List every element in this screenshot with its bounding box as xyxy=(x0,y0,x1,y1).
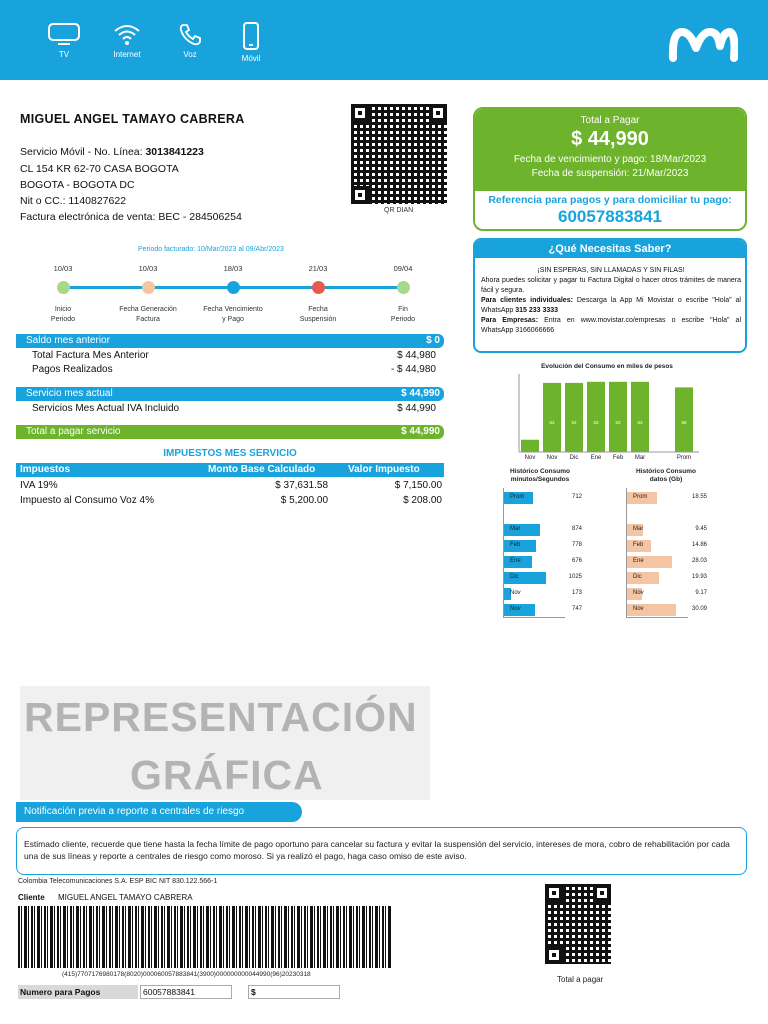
hist-label: Prom xyxy=(633,494,648,500)
chart-title: Evolución del Consumo en miles de pesos xyxy=(541,363,673,370)
impuesto-value: $ 208.00 xyxy=(403,495,442,506)
servicio-label: Servicio mes actual xyxy=(26,388,113,399)
total-anterior-value: $ 44,980 xyxy=(397,350,436,361)
hist-row xyxy=(627,604,747,616)
info-intro: Ahora puedes solicitar y pagar tu Factura Digital o hacer otros trámites de manera fácil y segura. xyxy=(481,277,741,294)
service-label: TV xyxy=(58,50,70,59)
timeline-dot xyxy=(227,281,240,294)
service-tv xyxy=(34,22,94,59)
timeline-date: 18/03 xyxy=(223,264,243,273)
timeline-label: Inicio Periodo xyxy=(50,306,76,323)
payment-number-label: Numero para Pagos xyxy=(18,985,138,999)
customer-id: Nit o CC.: 1140827622 xyxy=(20,195,127,207)
impuesto-base: $ 37,631.58 xyxy=(275,480,328,491)
saldo-value: $ 0 xyxy=(426,335,440,346)
pagos-value: - $ 44,980 xyxy=(390,364,436,375)
timeline-date: 10/03 xyxy=(53,264,73,273)
hist-label: Feb xyxy=(510,542,521,548)
total-anterior-row xyxy=(32,350,436,361)
impuestos-header xyxy=(16,463,444,477)
chart-tick-label: Feb xyxy=(612,455,624,460)
hist-label: Nov xyxy=(633,590,644,596)
hist-row xyxy=(627,492,747,504)
hist-label: Prom xyxy=(510,494,525,500)
total-title: Total a Pagar xyxy=(580,115,640,126)
billing-period: Periodo facturado: 10/Mar/2023 al 09/Abr/2023 xyxy=(138,246,284,253)
hist-value: 747 xyxy=(571,606,582,612)
hist-row xyxy=(504,588,624,600)
service-label: Voz xyxy=(183,50,197,59)
servicio-item-label: Servicios Mes Actual IVA Incluido xyxy=(32,403,180,414)
chart-bar xyxy=(543,383,561,452)
impuesto-value: $ 7,150.00 xyxy=(394,480,442,491)
chart-tick-label: Mar xyxy=(634,455,646,460)
hist-row xyxy=(627,524,747,536)
impuestos-col-3: Valor Impuesto xyxy=(348,464,420,475)
service-internet xyxy=(97,22,157,59)
line-info xyxy=(20,146,204,158)
chart-data-label: 63 xyxy=(615,420,621,425)
servicio-row xyxy=(16,387,444,401)
payment-ref-number: 60057883841 xyxy=(557,207,662,226)
chart-bar xyxy=(587,382,605,452)
chart-tick-label: Nov xyxy=(546,455,558,460)
impuesto-name: IVA 19% xyxy=(20,480,58,491)
mobile-icon xyxy=(241,22,261,50)
line-label: Servicio Móvil - No. Línea: xyxy=(20,146,143,158)
payment-qr-code xyxy=(545,884,611,964)
cliente-value: MIGUEL ANGEL TAMAYO CABRERA xyxy=(58,893,193,902)
hist-min-table xyxy=(503,488,582,618)
qr-dian-label: QR DIAN xyxy=(384,207,414,214)
service-label: Móvil xyxy=(241,54,261,63)
servicio-item-value: $ 44,990 xyxy=(397,403,436,414)
invoice-number: Factura electrónica de venta: BEC - 284506254 xyxy=(20,211,242,223)
hist-row xyxy=(504,604,624,616)
hist-value: 712 xyxy=(571,494,582,500)
info-individuals: Para clientes individuales: Descarga la App Mi Movistar o escribe "Hola" al WhatsApp 315 233 3333 xyxy=(481,297,741,314)
hist-value: 14.86 xyxy=(691,542,707,548)
hist-bar xyxy=(627,572,659,584)
pagos-row xyxy=(32,364,436,375)
notification-title: Notificación previa a reporte a centrales de riesgo xyxy=(16,802,302,822)
timeline-dot xyxy=(312,281,325,294)
chart-data-label: 62 xyxy=(571,420,577,425)
timeline-date: 09/04 xyxy=(393,264,413,273)
servicio-value: $ 44,990 xyxy=(401,388,440,399)
hist-label: Nov xyxy=(633,606,644,612)
line-number: 3013841223 xyxy=(145,146,204,158)
chart-bar xyxy=(609,382,627,452)
wifi-icon xyxy=(112,22,142,46)
barcode-text: (415)7707176980178(8020)000060057883841(3900)000000000044990(96)20230318 xyxy=(62,971,311,978)
hist-row xyxy=(504,540,624,552)
watermark-line-2: GRÁFICA xyxy=(130,752,324,798)
hist-label: Dic xyxy=(633,574,642,580)
service-movil xyxy=(221,22,281,63)
saldo-label: Saldo mes anterior xyxy=(26,335,110,346)
impuesto-name: Impuesto al Consumo Voz 4% xyxy=(20,495,154,506)
chart-bar xyxy=(565,383,583,452)
total-amount: $ 44,990 xyxy=(571,128,649,150)
hist-min-title: Histórico Consumo minutos/Segundos xyxy=(510,468,570,483)
hist-label: Ene xyxy=(510,558,521,564)
payment-number-value: 60057883841 xyxy=(140,985,232,999)
header-bar xyxy=(0,0,768,80)
chart-data-label: 62 xyxy=(549,420,555,425)
timeline-dot xyxy=(397,281,410,294)
movistar-logo-icon xyxy=(668,26,738,62)
phone-icon xyxy=(177,22,203,46)
info-companies: Para Empresas: Entra en www.movistar.co/empresas o escribe "Hola" al WhatsApp 3166066666 xyxy=(481,317,742,334)
hist-row xyxy=(504,572,624,584)
due-date: Fecha de vencimiento y pago: 18/Mar/2023 xyxy=(513,154,707,165)
notification-text: Estimado cliente, recuerde que tiene hasta la fecha límite de pago oportuno para cancelar su factura y evitar la suspensión del servicio, intereses de mora, cobro de rehabilitación por cada una de sus líneas y reporte a centrales de riesgo como moroso. Si ya realizó el pago, haga caso omiso de este aviso. xyxy=(24,839,730,861)
hist-value: 28.03 xyxy=(691,558,707,564)
amount-field: $ xyxy=(248,985,340,999)
city: BOGOTA - BOGOTA DC xyxy=(20,179,135,191)
hist-value: 9.17 xyxy=(695,590,707,596)
total-anterior-label: Total Factura Mes Anterior xyxy=(32,350,149,361)
hist-row xyxy=(504,492,624,504)
hist-row xyxy=(504,556,624,568)
tv-icon xyxy=(47,22,81,46)
hist-value: 778 xyxy=(571,542,582,548)
total-servicio-value: $ 44,990 xyxy=(401,426,440,437)
customer-name: MIGUEL ANGEL TAMAYO CABRERA xyxy=(20,112,245,126)
hist-value: 19.93 xyxy=(691,574,707,580)
hist-label: Nov xyxy=(510,590,521,596)
hist-value: 9.45 xyxy=(695,526,707,532)
service-voz xyxy=(160,22,220,59)
hist-dat-title: Histórico Consumo datos (Gb) xyxy=(636,468,696,483)
total-box xyxy=(473,107,747,231)
hist-row xyxy=(627,540,747,552)
chart-tick-label: Prom xyxy=(676,455,692,460)
timeline-label: Fin Periodo xyxy=(390,306,416,323)
suspension-date: Fecha de suspensión: 21/Mar/2023 xyxy=(531,168,689,179)
hist-value: 676 xyxy=(571,558,582,564)
saldo-row xyxy=(16,334,444,348)
timeline-label: Fecha Suspensión xyxy=(299,306,337,323)
hist-label: Feb xyxy=(633,542,644,548)
hist-value: 173 xyxy=(571,590,582,596)
timeline-date: 21/03 xyxy=(308,264,328,273)
hist-row xyxy=(627,572,747,584)
chart-data-label: 11 xyxy=(527,420,533,425)
chart-data-label: 63 xyxy=(593,420,599,425)
cliente-label: Cliente xyxy=(18,893,45,902)
servicio-item-row xyxy=(32,403,436,414)
info-body xyxy=(481,266,741,336)
timeline-date: 10/03 xyxy=(138,264,158,273)
hist-value: 18.55 xyxy=(691,494,707,500)
hist-value: 30.09 xyxy=(691,606,707,612)
hist-row xyxy=(627,588,747,600)
timeline-label: Fecha Vencimiento y Pago xyxy=(203,306,263,323)
timeline-label: Fecha Generación Factura xyxy=(119,306,177,323)
payment-barcode xyxy=(18,906,392,968)
chart-bar xyxy=(631,382,649,452)
consumption-chart xyxy=(503,360,713,460)
total-servicio-row xyxy=(16,425,444,439)
chart-tick-label: Ene xyxy=(590,455,602,460)
watermark-line-1: REPRESENTACIÓN xyxy=(24,694,418,740)
hist-label: Ene xyxy=(633,558,644,564)
info-box xyxy=(473,238,747,353)
hist-row xyxy=(504,524,624,536)
hist-row xyxy=(627,556,747,568)
timeline-dot xyxy=(57,281,70,294)
impuestos-title: IMPUESTOS MES SERVICIO xyxy=(163,448,297,459)
chart-data-label: 58 xyxy=(681,420,687,425)
chart-data-label: 63 xyxy=(637,420,643,425)
timeline-dot xyxy=(142,281,155,294)
pagos-label: Pagos Realizados xyxy=(32,364,113,375)
payment-ref-title: Referencia para pagos y para domiciliar tu pago: xyxy=(488,194,732,206)
info-headline: ¡SIN ESPERAS, SIN LLAMADAS Y SIN FILAS! xyxy=(537,267,685,274)
impuestos-col-2: Monto Base Calculado xyxy=(208,464,316,475)
hist-label: Mar xyxy=(633,526,644,532)
hist-label: Dic xyxy=(510,574,519,580)
address: CL 154 KR 62-70 CASA BOGOTA xyxy=(20,163,179,175)
service-label: Internet xyxy=(113,50,141,59)
hist-value: 874 xyxy=(571,526,582,532)
hist-label: Mar xyxy=(510,526,521,532)
total-header xyxy=(475,109,745,191)
info-title: ¿Qué Necesitas Saber? xyxy=(475,240,745,258)
impuestos-col-1: Impuestos xyxy=(20,464,71,475)
company-info: Colombia Telecomunicaciones S.A. ESP BIC NIT 830.122.566-1 xyxy=(18,878,218,885)
total-servicio-label: Total a pagar servicio xyxy=(26,426,121,437)
payment-qr-label: Total a pagar xyxy=(557,975,604,984)
hist-dat-table xyxy=(626,488,707,618)
hist-label: Nov xyxy=(510,606,521,612)
hist-value: 1025 xyxy=(568,574,582,580)
impuesto-base: $ 5,200.00 xyxy=(280,495,328,506)
chart-bar xyxy=(521,440,539,452)
qr-dian-code xyxy=(351,104,447,204)
chart-tick-label: Dic xyxy=(569,455,579,460)
chart-tick-label: Nov xyxy=(524,455,536,460)
